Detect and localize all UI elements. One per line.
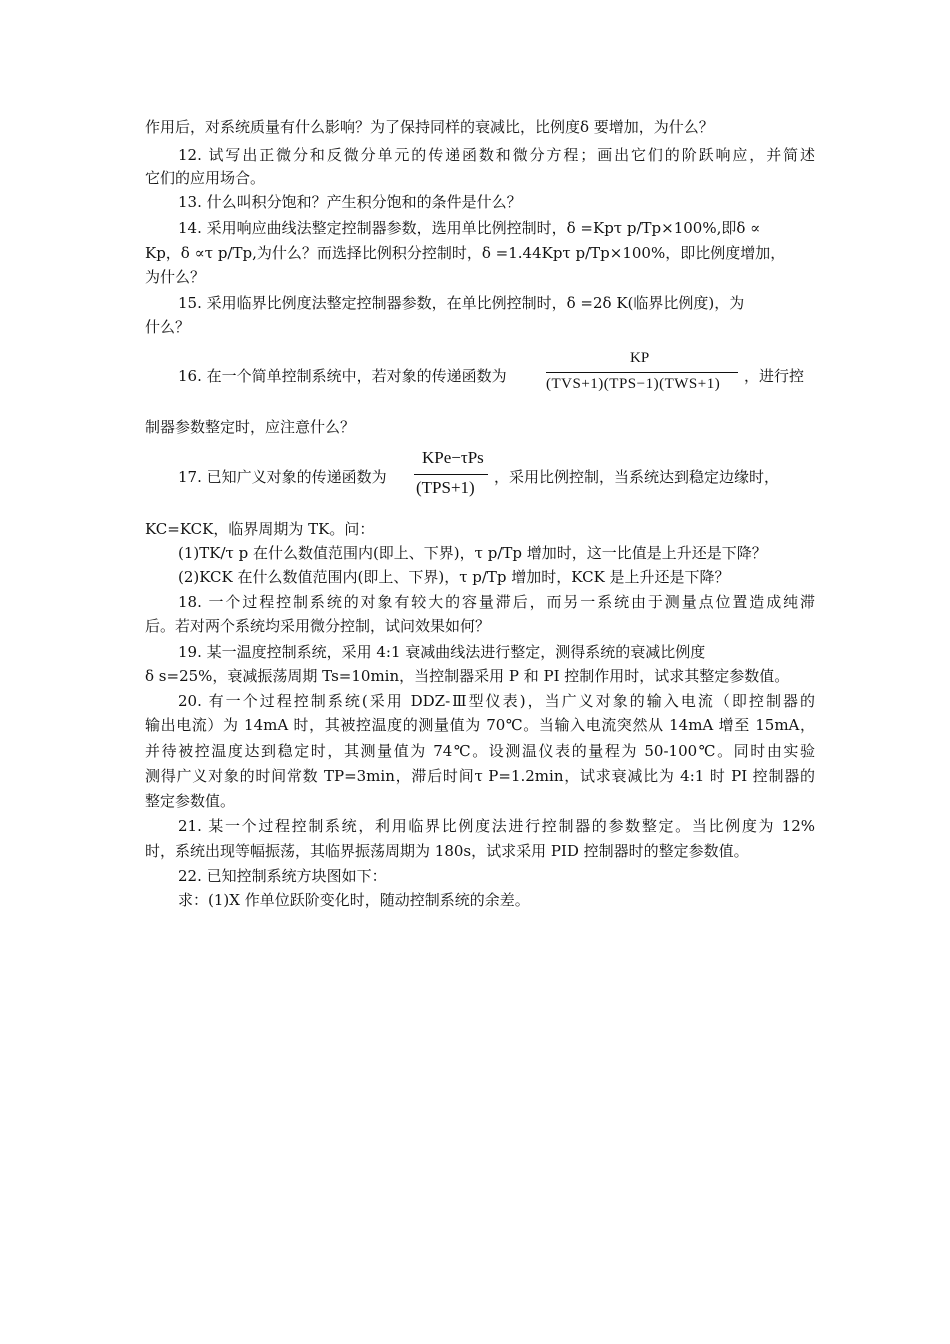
text-line: Kp，δ ∝τ p/Tp,为什么？而选择比例积分控制时，δ =1.44Kpτ p/Tp×100%，即比例度增加， [145,244,786,262]
fraction-bar [414,474,488,475]
text-line: ，采用比例控制，当系统达到稳定边缘时， [494,468,780,486]
fraction-bar [546,372,738,373]
text-line: 时，系统出现等幅振荡，其临界振荡周期为 180s，试求采用 PID 控制器时的整定参数值。 [145,842,749,860]
question-15: 15. 采用临界比例度法整定控制器参数，在单比例控制时，δ =2δ K(临界比例度)，为 [178,294,745,312]
question-18: 18. 一个过程控制系统的对象有较大的容量滞后，而另一系统由于测量点位置造成纯滞 [178,593,815,611]
question-14: 14. 采用响应曲线法整定控制器参数，选用单比例控制时，δ =Kpτ p/Tp×100%,即δ ∝ [178,219,761,237]
text-line: 它们的应用场合。 [145,169,266,187]
text-line: δ s=25%，衰减振荡周期 Ts=10min，当控制器采用 P 和 PI 控制作用时，试求其整定参数值。 [145,667,790,685]
transfer-function-16 [546,350,738,406]
formula-denominator: (TPS+1) [416,478,475,497]
text-line: 为什么？ [145,268,206,286]
text-line: 什么？ [145,318,191,336]
question-17: 17. 已知广义对象的传递函数为 [178,468,387,486]
text-line: 制器参数整定时，应注意什么？ [145,418,356,436]
question-13: 13. 什么叫积分饱和？产生积分饱和的条件是什么？ [178,193,522,211]
question-17-part-1: (1)TK/τ p 在什么数值范围内(即上、下界)，τ p/Tp 增加时，这一比值是上升还是下降？ [178,544,767,562]
formula-denominator: (TVS+1)(TPS−1)(TWS+1) [546,376,721,392]
text-line: 后。若对两个系统均采用微分控制，试问效果如何？ [145,617,491,635]
question-22: 22. 已知控制系统方块图如下： [178,867,387,885]
text-line: KC=KCK，临界周期为 TK。问： [145,520,375,538]
text-line: 整定参数值。 [145,792,236,810]
question-12: 12. 试写出正微分和反微分单元的传递函数和微分方程；画出它们的阶跃响应，并简述 [178,146,815,164]
text-line: 并待被控温度达到稳定时，其测量值为 74℃。设测温仪表的量程为 50-100℃。同时由实验 [145,742,815,760]
transfer-function-17 [414,448,488,508]
question-22-part-1: 求：(1)X 作单位跃阶变化时，随动控制系统的余差。 [178,891,530,909]
question-20: 20. 有一个过程控制系统(采用 DDZ-Ⅲ型仪表)，当广义对象的输入电流（即控制器的 [178,692,815,710]
question-17-part-2: (2)KCK 在什么数值范围内(即上、下界)，τ p/Tp 增加时，KCK 是上升还是下降？ [178,568,730,586]
text-line: 作用后，对系统质量有什么影响？为了保持同样的衰减比，比例度δ 要增加，为什么？ [145,118,714,136]
question-21: 21. 某一个过程控制系统，利用临界比例度法进行控制器的参数整定。当比例度为 12% [178,817,815,835]
question-16: 16. 在一个简单控制系统中，若对象的传递函数为 [178,367,507,385]
text-line: 输出电流）为 14mA 时，其被控温度的测量值为 70℃。当输入电流突然从 14mA 增至 15mA， [145,716,815,734]
text-line: ，进行控 [744,367,805,385]
question-19: 19. 某一温度控制系统，采用 4:1 衰减曲线法进行整定，测得系统的衰减比例度 [178,643,706,661]
formula-numerator: KP [630,350,650,366]
text-line: 测得广义对象的时间常数 TP=3min，滞后时间τ P=1.2min，试求衰减比为 4:1 时 PI 控制器的 [145,767,815,785]
formula-numerator: KPe−τPs [422,448,484,467]
